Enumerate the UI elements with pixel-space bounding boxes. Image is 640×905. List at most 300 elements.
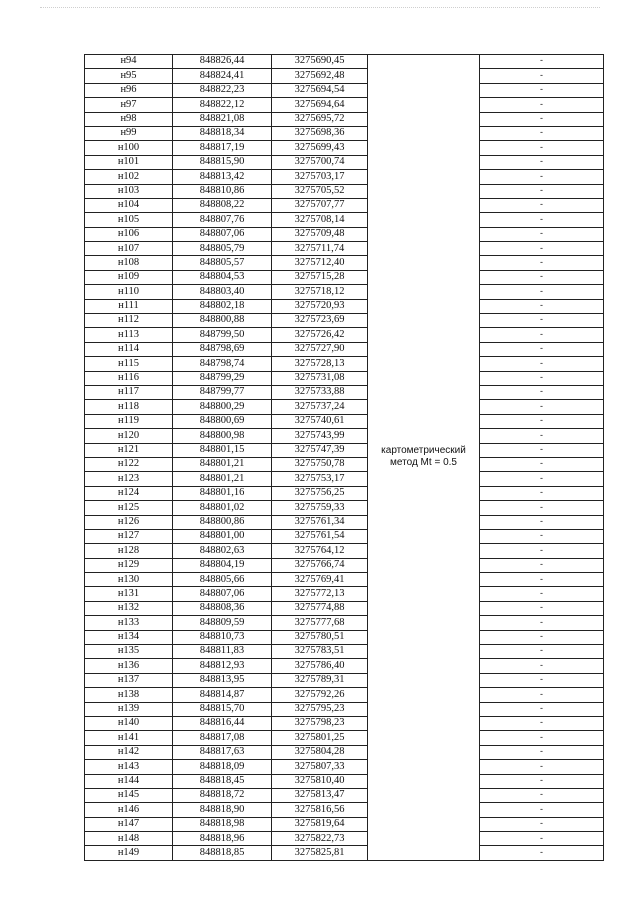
note-cell [480, 170, 604, 184]
note-cell [480, 83, 604, 97]
note-cell [480, 472, 604, 486]
y-coordinate-cell: 3275769,41 [272, 573, 368, 587]
x-coordinate-cell: 848800,88 [173, 314, 272, 328]
table-row [85, 112, 604, 126]
method-line-2: метод Mt = 0.5 [390, 457, 457, 469]
dash-mark: - [540, 415, 543, 426]
x-coordinate-cell: 848811,83 [173, 645, 272, 659]
table-row [85, 328, 604, 342]
x-coordinate-cell: 848815,70 [173, 702, 272, 716]
y-coordinate-cell: 3275699,43 [272, 141, 368, 155]
note-cell [480, 227, 604, 241]
note-cell [480, 285, 604, 299]
point-id-cell: н123 [85, 472, 173, 486]
table-row [85, 544, 604, 558]
table-row [85, 83, 604, 97]
dash-mark: - [540, 587, 543, 598]
dash-mark: - [540, 602, 543, 613]
x-coordinate-cell: 848801,16 [173, 486, 272, 500]
dash-mark: - [540, 357, 543, 368]
note-cell [480, 141, 604, 155]
table-row [85, 716, 604, 730]
y-coordinate-cell: 3275801,25 [272, 731, 368, 745]
x-coordinate-cell: 848798,74 [173, 357, 272, 371]
dash-mark: - [540, 688, 543, 699]
dash-mark: - [540, 84, 543, 95]
y-coordinate-cell: 3275726,42 [272, 328, 368, 342]
y-coordinate-cell: 3275750,78 [272, 457, 368, 471]
dash-mark: - [540, 846, 543, 857]
y-coordinate-cell: 3275690,45 [272, 55, 368, 69]
y-coordinate-cell: 3275712,40 [272, 256, 368, 270]
point-id-cell: н138 [85, 688, 173, 702]
point-id-cell: н97 [85, 98, 173, 112]
table-row [85, 587, 604, 601]
table-row [85, 558, 604, 572]
dash-mark: - [540, 746, 543, 757]
point-id-cell: н96 [85, 83, 173, 97]
note-cell [480, 256, 604, 270]
y-coordinate-cell: 3275709,48 [272, 227, 368, 241]
y-coordinate-cell: 3275700,74 [272, 155, 368, 169]
x-coordinate-cell: 848805,79 [173, 242, 272, 256]
note-cell [480, 731, 604, 745]
table-row [85, 357, 604, 371]
note-cell [480, 544, 604, 558]
y-coordinate-cell: 3275708,14 [272, 213, 368, 227]
note-cell [480, 515, 604, 529]
y-coordinate-cell: 3275740,61 [272, 414, 368, 428]
table-row [85, 242, 604, 256]
x-coordinate-cell: 848814,87 [173, 688, 272, 702]
point-id-cell: н107 [85, 242, 173, 256]
table-row [85, 429, 604, 443]
x-coordinate-cell: 848818,09 [173, 760, 272, 774]
y-coordinate-cell: 3275795,23 [272, 702, 368, 716]
note-cell [480, 774, 604, 788]
table-row [85, 760, 604, 774]
point-id-cell: н113 [85, 328, 173, 342]
dash-mark: - [540, 184, 543, 195]
x-coordinate-cell: 848812,93 [173, 659, 272, 673]
y-coordinate-cell: 3275692,48 [272, 69, 368, 83]
x-coordinate-cell: 848809,59 [173, 616, 272, 630]
table-row [85, 832, 604, 846]
note-cell [480, 414, 604, 428]
x-coordinate-cell: 848822,12 [173, 98, 272, 112]
table-row [85, 314, 604, 328]
note-cell [480, 213, 604, 227]
scan-top-rule [40, 7, 600, 8]
table-row [85, 515, 604, 529]
note-cell [480, 587, 604, 601]
note-cell [480, 573, 604, 587]
point-id-cell: н128 [85, 544, 173, 558]
y-coordinate-cell: 3275759,33 [272, 501, 368, 515]
note-cell [480, 673, 604, 687]
table-row [85, 385, 604, 399]
dash-mark: - [540, 400, 543, 411]
point-id-cell: н135 [85, 645, 173, 659]
table-row [85, 803, 604, 817]
note-cell [480, 630, 604, 644]
y-coordinate-cell: 3275711,74 [272, 242, 368, 256]
table-row [85, 443, 604, 457]
point-id-cell: н121 [85, 443, 173, 457]
dash-mark: - [540, 156, 543, 167]
dash-mark: - [540, 472, 543, 483]
x-coordinate-cell: 848800,86 [173, 515, 272, 529]
note-cell [480, 601, 604, 615]
y-coordinate-cell: 3275694,64 [272, 98, 368, 112]
dash-mark: - [540, 199, 543, 210]
x-coordinate-cell: 848818,96 [173, 832, 272, 846]
y-coordinate-cell: 3275761,34 [272, 515, 368, 529]
note-cell [480, 760, 604, 774]
dash-mark: - [540, 559, 543, 570]
table-row [85, 774, 604, 788]
dash-mark: - [540, 703, 543, 714]
x-coordinate-cell: 848821,08 [173, 112, 272, 126]
x-coordinate-cell: 848804,53 [173, 270, 272, 284]
point-id-cell: н122 [85, 457, 173, 471]
x-coordinate-cell: 848807,06 [173, 227, 272, 241]
point-id-cell: н136 [85, 659, 173, 673]
y-coordinate-cell: 3275731,08 [272, 371, 368, 385]
point-id-cell: н116 [85, 371, 173, 385]
x-coordinate-cell: 848813,42 [173, 170, 272, 184]
x-coordinate-cell: 848818,98 [173, 817, 272, 831]
table-row [85, 213, 604, 227]
note-cell [480, 299, 604, 313]
dash-mark: - [540, 228, 543, 239]
x-coordinate-cell: 848824,41 [173, 69, 272, 83]
point-id-cell: н94 [85, 55, 173, 69]
dash-mark: - [540, 818, 543, 829]
table-row [85, 486, 604, 500]
y-coordinate-cell: 3275764,12 [272, 544, 368, 558]
point-id-cell: н144 [85, 774, 173, 788]
x-coordinate-cell: 848818,45 [173, 774, 272, 788]
dash-mark: - [540, 515, 543, 526]
note-cell [480, 69, 604, 83]
x-coordinate-cell: 848799,77 [173, 385, 272, 399]
dash-mark: - [540, 213, 543, 224]
table-row [85, 55, 604, 69]
x-coordinate-cell: 848801,02 [173, 501, 272, 515]
x-coordinate-cell: 848799,50 [173, 328, 272, 342]
point-id-cell: н102 [85, 170, 173, 184]
point-id-cell: н103 [85, 184, 173, 198]
point-id-cell: н133 [85, 616, 173, 630]
note-cell [480, 328, 604, 342]
note-cell [480, 198, 604, 212]
y-coordinate-cell: 3275792,26 [272, 688, 368, 702]
table-row [85, 659, 604, 673]
x-coordinate-cell: 848817,63 [173, 745, 272, 759]
dash-mark: - [540, 328, 543, 339]
point-id-cell: н109 [85, 270, 173, 284]
table-row [85, 788, 604, 802]
point-id-cell: н110 [85, 285, 173, 299]
point-id-cell: н145 [85, 788, 173, 802]
note-cell [480, 529, 604, 543]
note-cell [480, 371, 604, 385]
y-coordinate-cell: 3275727,90 [272, 342, 368, 356]
point-id-cell: н143 [85, 760, 173, 774]
dash-mark: - [540, 271, 543, 282]
point-id-cell: н118 [85, 400, 173, 414]
y-coordinate-cell: 3275822,73 [272, 832, 368, 846]
x-coordinate-cell: 848805,66 [173, 573, 272, 587]
table-row [85, 400, 604, 414]
dash-mark: - [540, 573, 543, 584]
dash-mark: - [540, 616, 543, 627]
point-id-cell: н130 [85, 573, 173, 587]
dash-mark: - [540, 832, 543, 843]
x-coordinate-cell: 848808,22 [173, 198, 272, 212]
note-cell [480, 616, 604, 630]
point-id-cell: н117 [85, 385, 173, 399]
point-id-cell: н95 [85, 69, 173, 83]
table-row [85, 69, 604, 83]
x-coordinate-cell: 848801,21 [173, 457, 272, 471]
method-line-1: картометрический [381, 444, 466, 456]
y-coordinate-cell: 3275723,69 [272, 314, 368, 328]
x-coordinate-cell: 848799,29 [173, 371, 272, 385]
note-cell [480, 126, 604, 140]
table-row [85, 285, 604, 299]
table-row [85, 155, 604, 169]
x-coordinate-cell: 848801,00 [173, 529, 272, 543]
dash-mark: - [540, 659, 543, 670]
table-row [85, 601, 604, 615]
y-coordinate-cell: 3275804,28 [272, 745, 368, 759]
method-text [372, 55, 475, 860]
table-row [85, 184, 604, 198]
dash-mark: - [540, 98, 543, 109]
note-cell [480, 688, 604, 702]
point-id-cell: н111 [85, 299, 173, 313]
y-coordinate-cell: 3275718,12 [272, 285, 368, 299]
y-coordinate-cell: 3275813,47 [272, 788, 368, 802]
table-row [85, 501, 604, 515]
table-row [85, 702, 604, 716]
dash-mark: - [540, 300, 543, 311]
note-cell [480, 357, 604, 371]
point-id-cell: н104 [85, 198, 173, 212]
dash-mark: - [540, 645, 543, 656]
x-coordinate-cell: 848818,34 [173, 126, 272, 140]
dash-mark: - [540, 386, 543, 397]
point-id-cell: н105 [85, 213, 173, 227]
x-coordinate-cell: 848800,29 [173, 400, 272, 414]
dash-mark: - [540, 141, 543, 152]
point-id-cell: н98 [85, 112, 173, 126]
table-row [85, 227, 604, 241]
dash-mark: - [540, 803, 543, 814]
note-cell [480, 501, 604, 515]
note-cell [480, 314, 604, 328]
x-coordinate-cell: 848801,15 [173, 443, 272, 457]
table-row [85, 457, 604, 471]
note-cell [480, 342, 604, 356]
dash-mark: - [540, 631, 543, 642]
x-coordinate-cell: 848798,69 [173, 342, 272, 356]
point-id-cell: н137 [85, 673, 173, 687]
note-cell [480, 98, 604, 112]
y-coordinate-cell: 3275816,56 [272, 803, 368, 817]
x-coordinate-cell: 848804,19 [173, 558, 272, 572]
x-coordinate-cell: 848817,19 [173, 141, 272, 155]
x-coordinate-cell: 848808,36 [173, 601, 272, 615]
dash-mark: - [540, 774, 543, 785]
note-cell [480, 270, 604, 284]
y-coordinate-cell: 3275777,68 [272, 616, 368, 630]
dash-mark: - [540, 69, 543, 80]
point-id-cell: н108 [85, 256, 173, 270]
y-coordinate-cell: 3275737,24 [272, 400, 368, 414]
dash-mark: - [540, 113, 543, 123]
x-coordinate-cell: 848810,86 [173, 184, 272, 198]
method-cell [368, 55, 480, 861]
table-row [85, 371, 604, 385]
note-cell [480, 788, 604, 802]
note-cell [480, 817, 604, 831]
table-row [85, 270, 604, 284]
point-id-cell: н131 [85, 587, 173, 601]
dash-mark: - [540, 674, 543, 685]
x-coordinate-cell: 848818,90 [173, 803, 272, 817]
point-id-cell: н120 [85, 429, 173, 443]
x-coordinate-cell: 848805,57 [173, 256, 272, 270]
point-id-cell: н147 [85, 817, 173, 831]
x-coordinate-cell: 848802,63 [173, 544, 272, 558]
y-coordinate-cell: 3275753,17 [272, 472, 368, 486]
y-coordinate-cell: 3275743,99 [272, 429, 368, 443]
dash-mark: - [540, 256, 543, 267]
point-id-cell: н106 [85, 227, 173, 241]
point-id-cell: н115 [85, 357, 173, 371]
dash-mark: - [540, 372, 543, 383]
point-id-cell: н148 [85, 832, 173, 846]
table-row [85, 529, 604, 543]
table-row [85, 745, 604, 759]
y-coordinate-cell: 3275694,54 [272, 83, 368, 97]
x-coordinate-cell: 848822,23 [173, 83, 272, 97]
y-coordinate-cell: 3275807,33 [272, 760, 368, 774]
point-id-cell: н142 [85, 745, 173, 759]
y-coordinate-cell: 3275783,51 [272, 645, 368, 659]
note-cell [480, 803, 604, 817]
note-cell [480, 184, 604, 198]
point-id-cell: н119 [85, 414, 173, 428]
x-coordinate-cell: 848817,08 [173, 731, 272, 745]
note-cell [480, 443, 604, 457]
point-id-cell: н149 [85, 846, 173, 860]
point-id-cell: н126 [85, 515, 173, 529]
point-id-cell: н101 [85, 155, 173, 169]
table-row [85, 170, 604, 184]
point-id-cell: н100 [85, 141, 173, 155]
point-id-cell: н139 [85, 702, 173, 716]
table-row [85, 731, 604, 745]
point-id-cell: н134 [85, 630, 173, 644]
table-row [85, 846, 604, 860]
x-coordinate-cell: 848807,76 [173, 213, 272, 227]
dash-mark: - [540, 544, 543, 555]
y-coordinate-cell: 3275774,88 [272, 601, 368, 615]
table-row [85, 141, 604, 155]
point-id-cell: н124 [85, 486, 173, 500]
y-coordinate-cell: 3275819,64 [272, 817, 368, 831]
y-coordinate-cell: 3275720,93 [272, 299, 368, 313]
y-coordinate-cell: 3275786,40 [272, 659, 368, 673]
point-id-cell: н112 [85, 314, 173, 328]
y-coordinate-cell: 3275772,13 [272, 587, 368, 601]
note-cell [480, 846, 604, 860]
table-row [85, 342, 604, 356]
dash-mark: - [540, 717, 543, 728]
y-coordinate-cell: 3275728,13 [272, 357, 368, 371]
note-cell [480, 457, 604, 471]
point-id-cell: н127 [85, 529, 173, 543]
note-cell [480, 400, 604, 414]
x-coordinate-cell: 848810,73 [173, 630, 272, 644]
x-coordinate-cell: 848801,21 [173, 472, 272, 486]
y-coordinate-cell: 3275810,40 [272, 774, 368, 788]
dash-mark: - [540, 242, 543, 253]
point-id-cell: н132 [85, 601, 173, 615]
note-cell [480, 745, 604, 759]
dash-mark: - [540, 285, 543, 296]
y-coordinate-cell: 3275789,31 [272, 673, 368, 687]
table-row [85, 616, 604, 630]
y-coordinate-cell: 3275780,51 [272, 630, 368, 644]
table-row [85, 414, 604, 428]
dash-mark: - [540, 530, 543, 541]
note-cell [480, 832, 604, 846]
note-cell [480, 702, 604, 716]
y-coordinate-cell: 3275766,74 [272, 558, 368, 572]
point-id-cell: н99 [85, 126, 173, 140]
note-cell [480, 429, 604, 443]
dash-mark: - [540, 55, 543, 66]
dash-mark: - [540, 458, 543, 469]
table-row [85, 573, 604, 587]
x-coordinate-cell: 848802,18 [173, 299, 272, 313]
point-id-cell: н140 [85, 716, 173, 730]
dash-mark: - [540, 314, 543, 325]
dash-mark: - [540, 429, 543, 440]
y-coordinate-cell: 3275761,54 [272, 529, 368, 543]
dash-mark: - [540, 343, 543, 354]
x-coordinate-cell: 848818,72 [173, 788, 272, 802]
x-coordinate-cell: 848800,98 [173, 429, 272, 443]
table-row [85, 688, 604, 702]
point-id-cell: н114 [85, 342, 173, 356]
note-cell [480, 716, 604, 730]
y-coordinate-cell: 3275825,81 [272, 846, 368, 860]
x-coordinate-cell: 848807,06 [173, 587, 272, 601]
table-row [85, 630, 604, 644]
note-cell [480, 486, 604, 500]
dash-mark: - [540, 170, 543, 181]
x-coordinate-cell: 848826,44 [173, 55, 272, 69]
coordinates-table-body [85, 55, 604, 861]
point-id-cell: н125 [85, 501, 173, 515]
note-cell [480, 242, 604, 256]
